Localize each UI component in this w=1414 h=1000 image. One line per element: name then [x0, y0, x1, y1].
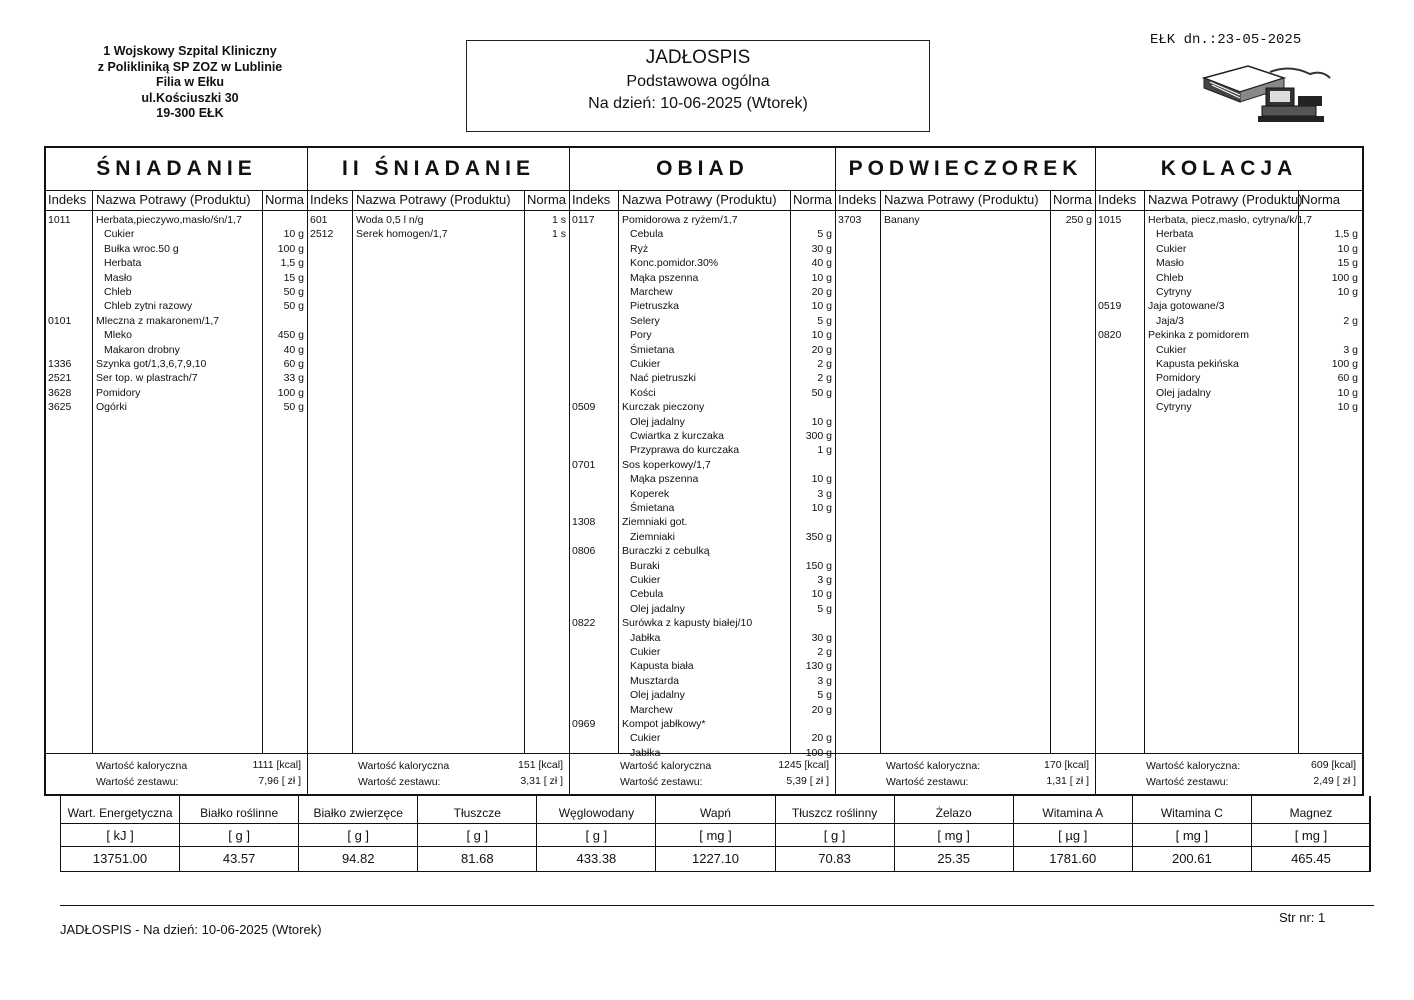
- nutrition-cell: [537, 796, 656, 872]
- issue-date: EŁK dn.:23-05-2025: [1150, 32, 1302, 48]
- row-name: Śmietana: [630, 343, 675, 356]
- cost-label: Wartość zestawu:: [96, 776, 179, 788]
- kcal-value: 1111 [kcal]: [252, 759, 301, 771]
- row-name: Konc.pomidor.30%: [630, 257, 719, 270]
- row-norm: 1 s: [551, 214, 566, 226]
- kcal-value: 170 [kcal]: [1044, 759, 1089, 771]
- nutrient-unit: [ g ]: [466, 828, 489, 843]
- row-index: 0701: [572, 458, 596, 471]
- row-norm: 1,5 g: [1334, 228, 1358, 241]
- header-index: Indeks: [572, 192, 611, 207]
- nutrient-value: 94.82: [341, 851, 375, 866]
- meal-title: KOLACJA: [1096, 148, 1362, 191]
- row-name: Marchew: [630, 703, 673, 716]
- row-name: Selery: [630, 314, 660, 327]
- row-index: 0101: [48, 314, 72, 327]
- row-name: Cukier: [630, 732, 661, 745]
- row-norm: 60 g: [1337, 372, 1358, 385]
- nutrient-name: Magnez: [1289, 806, 1333, 820]
- row-name: Olej jadalny: [630, 415, 685, 428]
- row-name: Kapusta pekińska: [1156, 358, 1239, 370]
- row-name: Cwiartka z kurczaka: [630, 430, 724, 442]
- nutrient-value: 200.61: [1171, 851, 1212, 866]
- kcal-label: Wartość kaloryczna: [96, 760, 188, 772]
- nutrition-cell: [656, 796, 775, 872]
- row-name: Chleb: [1156, 271, 1184, 284]
- nutrition-cell: [61, 796, 180, 872]
- meal-column: [836, 148, 1096, 794]
- nutrient-unit: [ g ]: [347, 828, 370, 843]
- row-name: Mąka pszenna: [630, 473, 699, 486]
- nutrient-value: 81.68: [461, 851, 494, 866]
- footer-divider: [60, 905, 1374, 906]
- row-norm: 20 g: [811, 286, 832, 298]
- cost-value: 3,31 [ zł ]: [520, 775, 563, 787]
- row-name: Cukier: [630, 646, 661, 658]
- row-name: Banany: [884, 214, 920, 226]
- row-norm: 60 g: [283, 358, 304, 370]
- row-name: Pomidory: [96, 386, 141, 399]
- row-norm: 10 g: [811, 588, 832, 601]
- row-index: 601: [310, 214, 328, 226]
- row-name: Przyprawa do kurczaka: [630, 444, 740, 457]
- row-name: Nać pietruszki: [630, 372, 696, 385]
- row-index: 1011: [48, 214, 71, 226]
- row-norm: 5 g: [817, 689, 832, 702]
- column-divider: [880, 190, 881, 754]
- row-name: Chleb: [104, 286, 132, 298]
- row-index: 0969: [572, 718, 596, 730]
- meal-title: PODWIECZOREK: [836, 148, 1095, 191]
- row-norm: 10 g: [811, 300, 832, 313]
- row-name: Ogórki: [96, 401, 127, 414]
- row-index: 0806: [572, 545, 596, 558]
- row-norm: 10 g: [1337, 386, 1358, 399]
- hospital-line: z Polikliniką SP ZOZ w Lublinie: [97, 59, 283, 74]
- column-headers: [308, 190, 569, 211]
- row-name: Cukier: [630, 574, 661, 586]
- row-name: Pomidory: [1156, 372, 1201, 385]
- nutrient-unit: [ g ]: [823, 828, 846, 843]
- row-name: Jabłka: [630, 746, 661, 759]
- nutrient-name: Białko zwierzęce: [313, 806, 403, 820]
- footer-text: JADŁOSPIS - Na dzień: 10-06-2025 (Wtorek): [60, 922, 322, 937]
- row-name: Sos koperkowy/1,7: [622, 458, 711, 471]
- row-name: Ryż: [630, 242, 649, 255]
- row-name: Pory: [630, 329, 652, 342]
- row-norm: 40 g: [283, 343, 304, 356]
- row-norm: 100 g: [805, 746, 832, 759]
- row-norm: 100 g: [277, 386, 304, 399]
- diet-name: Podstawowa ogólna: [626, 73, 770, 90]
- nutrition-cell: [180, 796, 299, 872]
- header-name: Nazwa Potrawy (Produktu): [356, 192, 511, 207]
- row-norm: 10 g: [1337, 286, 1358, 298]
- row-norm: 100 g: [277, 242, 304, 255]
- row-norm: 2 g: [817, 646, 832, 658]
- row-index: 1336: [48, 358, 72, 370]
- row-norm: 5 g: [817, 602, 832, 615]
- cost-label: Wartość zestawu:: [620, 776, 703, 788]
- row-norm: 250 g: [1065, 214, 1092, 226]
- row-name: Jaja gotowane/3: [1148, 300, 1225, 313]
- row-norm: 20 g: [811, 703, 832, 716]
- row-name: Pomidorowa z ryżem/1,7: [622, 214, 738, 226]
- row-name: Kości: [630, 386, 656, 399]
- row-norm: 300 g: [805, 430, 832, 442]
- nutrition-cell: [776, 796, 895, 872]
- row-norm: 1 g: [817, 444, 832, 457]
- nutrient-name: Tłuszcz roślinny: [791, 806, 878, 820]
- column-headers: [836, 190, 1095, 211]
- row-name: Marchew: [630, 286, 673, 298]
- nutrient-unit: [ g ]: [228, 828, 250, 843]
- row-name: Makaron drobny: [104, 343, 180, 356]
- cost-label: Wartość zestawu:: [886, 776, 969, 788]
- meal-column: [570, 148, 836, 794]
- kcal-value: 609 [kcal]: [1311, 759, 1356, 771]
- row-norm: 20 g: [811, 732, 832, 745]
- row-norm: 450 g: [277, 329, 304, 342]
- nutrient-value: 25.35: [937, 851, 970, 866]
- row-name: Bułka wroc.50 g: [104, 242, 179, 255]
- nutrient-value: 43.57: [222, 851, 256, 866]
- nutrient-unit: [ mg ]: [937, 828, 970, 843]
- row-index: 3625: [48, 401, 72, 414]
- nutrition-cell: [418, 796, 537, 872]
- cost-label: Wartość zestawu:: [1146, 776, 1229, 788]
- header-index: Indeks: [1098, 192, 1137, 207]
- row-norm: 33 g: [283, 372, 304, 385]
- row-name: Cukier: [1156, 242, 1187, 255]
- row-name: Cebula: [630, 228, 664, 241]
- row-name: Herbata: [104, 257, 142, 270]
- row-norm: 10 g: [1337, 242, 1358, 255]
- row-name: Mleczna z makaronem/1,7: [96, 314, 220, 327]
- column-divider: [1144, 190, 1145, 754]
- row-name: Cytryny: [1156, 286, 1192, 298]
- row-norm: 10 g: [811, 415, 832, 428]
- column-divider: [790, 190, 791, 754]
- row-name: Ziemniaki got.: [622, 516, 688, 529]
- row-norm: 10 g: [811, 473, 832, 486]
- row-norm: 10 g: [283, 228, 304, 241]
- meal-totals: [1096, 753, 1362, 794]
- meal-totals: [570, 753, 835, 794]
- header-index: Indeks: [310, 192, 349, 207]
- row-name: Herbata: [1156, 228, 1194, 241]
- row-norm: 15 g: [283, 271, 304, 284]
- row-norm: 3 g: [817, 674, 832, 687]
- row-name: Kurczak pieczony: [622, 401, 705, 414]
- column-divider: [352, 190, 353, 754]
- cost-value: 2,49 [ zł ]: [1313, 775, 1356, 787]
- row-index: 2512: [310, 228, 334, 241]
- row-norm: 2 g: [817, 372, 832, 385]
- row-index: 0519: [1098, 300, 1122, 313]
- meal-totals: [308, 753, 569, 794]
- nutrient-unit: [ g ]: [585, 828, 608, 843]
- header-index: Indeks: [48, 192, 87, 207]
- row-name: Olej jadalny: [1156, 386, 1211, 399]
- nutrient-name: Wapń: [700, 806, 731, 820]
- row-norm: 40 g: [811, 257, 832, 270]
- column-divider: [92, 190, 93, 754]
- row-norm: 20 g: [811, 343, 832, 356]
- column-divider: [1050, 190, 1051, 754]
- row-norm: 30 g: [811, 242, 832, 255]
- kcal-label: Wartość kaloryczna: [620, 760, 712, 772]
- row-norm: 50 g: [283, 286, 304, 298]
- row-index: 0509: [572, 401, 596, 414]
- row-name: Cukier: [104, 228, 135, 241]
- row-norm: 5 g: [817, 314, 832, 327]
- meal-table: [44, 146, 1364, 796]
- header-name: Nazwa Potrawy (Produktu): [96, 192, 251, 207]
- row-name: Mąka pszenna: [630, 271, 699, 284]
- row-name: Woda 0,5 l n/g: [356, 214, 424, 226]
- row-index: 3703: [838, 214, 862, 226]
- header-norm: Norma: [527, 192, 567, 207]
- column-headers: [570, 190, 835, 211]
- row-name: Pekinka z pomidorem: [1148, 329, 1249, 342]
- cost-value: 1,31 [ zł ]: [1046, 775, 1089, 787]
- nutrition-cell: [299, 796, 418, 872]
- nutrient-name: Tłuszcze: [453, 806, 501, 820]
- header-norm: Norma: [793, 192, 833, 207]
- row-norm: 50 g: [283, 401, 304, 414]
- cost-label: Wartość zestawu:: [358, 776, 441, 788]
- header-index: Indeks: [838, 192, 877, 207]
- row-name: Ser top. w plastrach/7: [96, 372, 198, 385]
- row-name: Masło: [104, 271, 133, 284]
- nutrient-name: Żelazo: [935, 806, 972, 820]
- meal-title: ŚNIADANIE: [46, 148, 307, 191]
- row-norm: 2 g: [817, 358, 832, 370]
- row-name: Kapusta biała: [630, 660, 694, 673]
- row-index: 3628: [48, 386, 72, 399]
- header-name: Nazwa Potrawy (Produktu): [884, 192, 1039, 207]
- row-index: 0820: [1098, 329, 1122, 342]
- nutrition-cell: [895, 796, 1014, 872]
- row-name: Olej jadalny: [630, 602, 685, 615]
- row-norm: 10 g: [811, 271, 832, 284]
- nutrient-name: Białko roślinne: [200, 806, 279, 820]
- row-name: Masło: [1156, 257, 1185, 270]
- nutrient-unit: [ mg ]: [699, 828, 732, 843]
- meal-totals: [46, 753, 307, 794]
- column-divider: [1298, 190, 1299, 754]
- nutrition-cell: [1014, 796, 1133, 872]
- nutrition-row-line: [61, 823, 1369, 824]
- row-name: Buraczki z cebulką: [622, 545, 710, 558]
- hospital-line: ul.Kościuszki 30: [141, 90, 239, 105]
- nutrient-unit: [ mg ]: [1175, 828, 1209, 843]
- row-name: Herbata,pieczywo,masło/śn/1,7: [96, 214, 242, 226]
- row-name: Ziemniaki: [630, 530, 675, 543]
- hospital-line: 1 Wojskowy Szpital Kliniczny: [103, 44, 277, 58]
- row-norm: 5 g: [817, 228, 832, 241]
- cost-value: 7,96 [ zł ]: [258, 775, 301, 787]
- document-title: JADŁOSPIS: [645, 47, 751, 68]
- row-name: Musztarda: [630, 674, 680, 687]
- row-norm: 100 g: [1331, 358, 1358, 370]
- row-norm: 50 g: [283, 300, 304, 313]
- book-computer-logo-icon: [1200, 60, 1340, 131]
- meal-title: OBIAD: [570, 148, 835, 191]
- hospital-line: 19-300 EŁK: [156, 106, 224, 120]
- kcal-label: Wartość kaloryczna: [358, 760, 450, 772]
- kcal-label: Wartość kaloryczna:: [886, 760, 981, 772]
- row-name: Śmietana: [630, 502, 675, 514]
- row-norm: 150 g: [805, 559, 832, 572]
- meal-title: II ŚNIADANIE: [308, 148, 569, 191]
- row-index: 1308: [572, 516, 596, 529]
- kcal-value: 1245 [kcal]: [778, 759, 829, 771]
- kcal-value: 151 [kcal]: [518, 759, 563, 771]
- row-norm: 1 s: [551, 228, 566, 241]
- column-headers: [1096, 190, 1362, 211]
- row-index: 2521: [48, 372, 72, 385]
- row-name: Mleko: [104, 329, 133, 342]
- row-index: 0117: [572, 214, 595, 226]
- nutrient-value: 13751.00: [92, 851, 148, 866]
- page-number: Str nr: 1: [1279, 910, 1326, 925]
- row-name: Cebula: [630, 588, 664, 601]
- row-norm: 30 g: [811, 631, 832, 644]
- column-divider: [618, 190, 619, 754]
- nutrient-name: Wart. Energetyczna: [67, 806, 173, 820]
- row-name: Surówka z kapusty białej/10: [622, 617, 753, 630]
- row-name: Koperek: [630, 487, 670, 500]
- nutrient-value: 1227.10: [691, 851, 739, 866]
- header-name: Nazwa Potrawy (Produktu): [622, 192, 777, 207]
- row-norm: 2 g: [1343, 314, 1358, 327]
- column-headers: [46, 190, 307, 211]
- nutrient-unit: [ kJ ]: [106, 828, 134, 843]
- column-divider: [524, 190, 525, 754]
- cost-value: 5,39 [ zł ]: [786, 775, 829, 787]
- meal-column: [1096, 148, 1362, 794]
- column-divider: [262, 190, 263, 754]
- header-norm: Norma: [1301, 192, 1341, 207]
- row-index: 0822: [572, 617, 596, 630]
- nutrient-unit: [ µg ]: [1058, 828, 1088, 843]
- nutrient-unit: [ mg ]: [1294, 828, 1328, 843]
- row-norm: 3 g: [817, 574, 832, 586]
- row-name: Pietruszka: [630, 300, 680, 313]
- row-name: Serek homogen/1,7: [356, 228, 448, 241]
- row-name: Olej jadalny: [630, 689, 685, 702]
- row-norm: 15 g: [1337, 257, 1358, 270]
- row-norm: 350 g: [805, 530, 832, 543]
- nutrition-row-line: [61, 846, 1369, 847]
- row-norm: 100 g: [1331, 271, 1358, 284]
- nutrient-value: 70.83: [818, 851, 851, 866]
- row-name: Kompot jabłkowy*: [622, 718, 706, 730]
- row-norm: 1,5 g: [280, 257, 304, 270]
- row-name: Cukier: [1156, 343, 1187, 356]
- meal-totals: [836, 753, 1095, 794]
- row-name: Buraki: [630, 559, 660, 572]
- header-norm: Norma: [1053, 192, 1093, 207]
- hospital-address: [60, 44, 320, 122]
- row-norm: 130 g: [805, 660, 832, 673]
- row-norm: 3 g: [1343, 343, 1358, 356]
- menu-date: Na dzień: 10-06-2025 (Wtorek): [588, 95, 808, 112]
- header-norm: Norma: [265, 192, 305, 207]
- hospital-line: Filia w Ełku: [155, 75, 225, 89]
- nutrient-value: 1781.60: [1049, 851, 1097, 866]
- kcal-label: Wartość kaloryczna:: [1146, 760, 1241, 772]
- nutrient-name: Witamina C: [1160, 806, 1223, 820]
- nutrient-value: 433.38: [576, 851, 617, 866]
- nutrition-cell: [1133, 796, 1252, 872]
- nutrient-name: Węglowodany: [558, 806, 635, 820]
- row-name: Jabłka: [630, 631, 661, 644]
- row-name: Cukier: [630, 358, 661, 370]
- row-norm: 10 g: [811, 502, 832, 514]
- row-norm: 10 g: [1337, 401, 1358, 414]
- row-norm: 3 g: [817, 487, 832, 500]
- nutrition-table: [60, 796, 1370, 872]
- header-name: Nazwa Potrawy (Produktu): [1148, 192, 1303, 207]
- row-name: Jaja/3: [1156, 314, 1185, 327]
- row-name: Szynka got/1,3,6,7,9,10: [96, 358, 207, 370]
- row-name: Herbata, piecz,masło, cytryna/k/1,7: [1148, 214, 1312, 226]
- row-norm: 50 g: [811, 386, 832, 399]
- row-name: Cytryny: [1156, 401, 1192, 414]
- meal-column: [46, 148, 308, 794]
- row-name: Chleb zytni razowy: [104, 300, 193, 313]
- nutrient-name: Witamina A: [1042, 806, 1104, 820]
- nutrient-value: 465.45: [1291, 851, 1331, 866]
- row-norm: 10 g: [811, 329, 832, 342]
- title-box: [466, 40, 930, 132]
- row-index: 1015: [1098, 214, 1122, 226]
- nutrition-cell: [1252, 796, 1371, 872]
- meal-column: [308, 148, 570, 794]
